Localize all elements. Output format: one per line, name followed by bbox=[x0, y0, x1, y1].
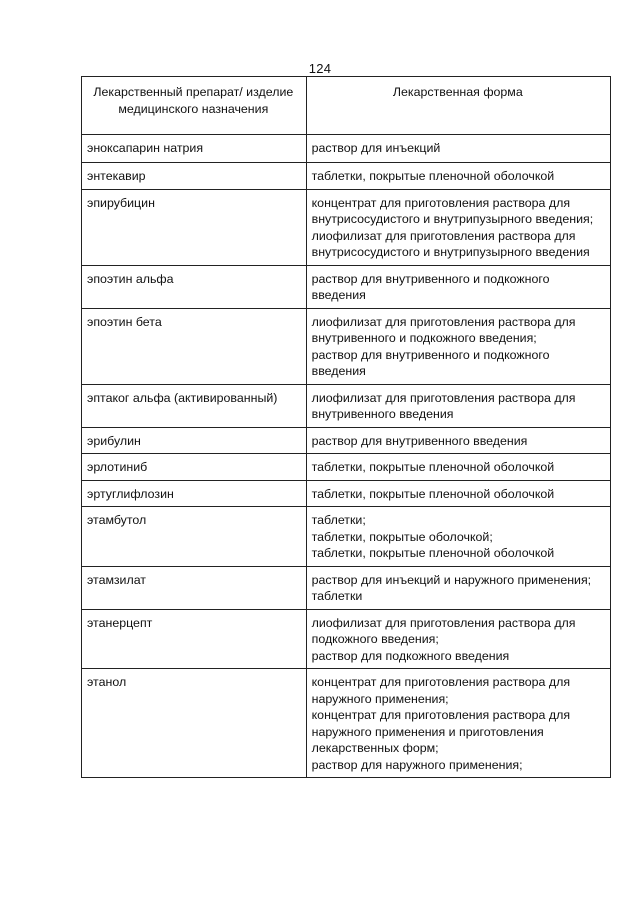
drug-name: энтекавир bbox=[82, 163, 307, 190]
dosage-form: таблетки; таблетки, покрытые оболочкой; таблетки, покрытые пленочной оболочкой bbox=[306, 507, 610, 567]
drug-name: эрибулин bbox=[82, 427, 307, 454]
table-row bbox=[82, 669, 611, 778]
drug-name: эптаког альфа (активированный) bbox=[82, 384, 307, 427]
drug-name: этанерцепт bbox=[82, 609, 307, 669]
dosage-form: таблетки, покрытые пленочной оболочкой bbox=[306, 480, 610, 507]
table-row bbox=[82, 265, 611, 308]
table-row bbox=[82, 566, 611, 609]
drug-name: эноксапарин натрия bbox=[82, 135, 307, 163]
drug-name: эпирубицин bbox=[82, 189, 307, 265]
dosage-form: таблетки, покрытые пленочной оболочкой bbox=[306, 454, 610, 481]
header-drug: Лекарственный препарат/ изделие медицинского назначения bbox=[82, 77, 307, 135]
header-form: Лекарственная форма bbox=[306, 77, 610, 135]
header-row bbox=[82, 77, 611, 135]
drug-name: этамбутол bbox=[82, 507, 307, 567]
table-row bbox=[82, 189, 611, 265]
page-number: 124 bbox=[308, 61, 332, 76]
table-row bbox=[82, 427, 611, 454]
table-row bbox=[82, 609, 611, 669]
drug-name: эртуглифлозин bbox=[82, 480, 307, 507]
table-row bbox=[82, 507, 611, 567]
dosage-form: раствор для инъекций и наружного применения; таблетки bbox=[306, 566, 610, 609]
table-row bbox=[82, 480, 611, 507]
drug-table bbox=[81, 76, 611, 778]
dosage-form: таблетки, покрытые пленочной оболочкой bbox=[306, 163, 610, 190]
table-row bbox=[82, 135, 611, 163]
drug-name: эрлотиниб bbox=[82, 454, 307, 481]
table-row bbox=[82, 454, 611, 481]
dosage-form: концентрат для приготовления раствора для внутрисосудистого и внутрипузырного введения; лиофилизат для приготовления раствора для внутрисосудистого и внутрипузырного введения bbox=[306, 189, 610, 265]
dosage-form: раствор для инъекций bbox=[306, 135, 610, 163]
drug-name: эпоэтин бета bbox=[82, 308, 307, 384]
table-body bbox=[82, 135, 611, 778]
drug-name: эпоэтин альфа bbox=[82, 265, 307, 308]
dosage-form: раствор для внутривенного введения bbox=[306, 427, 610, 454]
table-row bbox=[82, 163, 611, 190]
dosage-form: раствор для внутривенного и подкожного введения bbox=[306, 265, 610, 308]
dosage-form: лиофилизат для приготовления раствора для внутривенного и подкожного введения; раствор для внутривенного и подкожного введения bbox=[306, 308, 610, 384]
dosage-form: лиофилизат для приготовления раствора для подкожного введения; раствор для подкожного введения bbox=[306, 609, 610, 669]
drug-name: этамзилат bbox=[82, 566, 307, 609]
drug-name: этанол bbox=[82, 669, 307, 778]
dosage-form: концентрат для приготовления раствора для наружного применения; концентрат для приготовления раствора для наружного применения и приготовления лекарственных форм; раствор для наружного применения; bbox=[306, 669, 610, 778]
table-row bbox=[82, 384, 611, 427]
dosage-form: лиофилизат для приготовления раствора для внутривенного введения bbox=[306, 384, 610, 427]
table-row bbox=[82, 308, 611, 384]
table-header bbox=[82, 77, 611, 135]
